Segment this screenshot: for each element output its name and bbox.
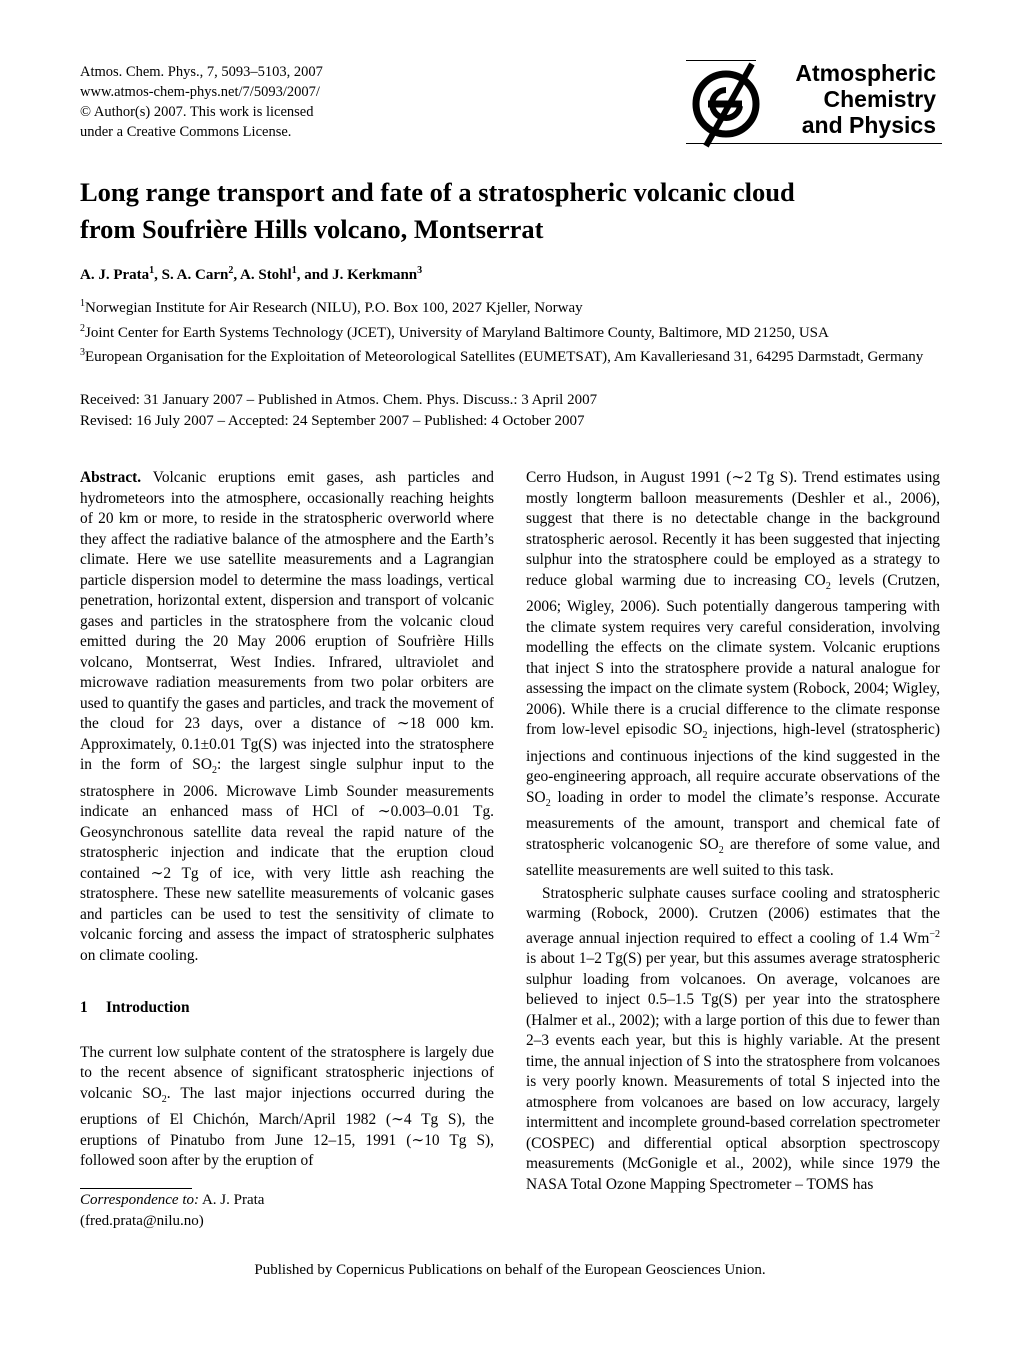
title-line-2: from Soufrière Hills volcano, Montserrat: [80, 214, 544, 244]
subscript: 2: [545, 797, 551, 809]
paragraph: [526, 884, 940, 1196]
journal-header: [80, 62, 323, 142]
author-list: [80, 265, 422, 284]
affiliation-text: European Organisation for the Exploitation of Meteorological Satellites (EUMETSAT), Am Kavalleriesand 31, 64295 Darmstadt, Germany: [85, 349, 924, 365]
footnote-divider: [80, 1188, 192, 1189]
logo-line-1: Atmospheric: [795, 60, 936, 86]
page-footer: Published by Copernicus Publications on behalf of the European Geosciences Union.: [254, 1262, 766, 1278]
affiliation-sup: 2: [80, 322, 85, 334]
paragraph-text: Cerro Hudson, in August 1991 (∼2 Tg S). Trend estimates using mostly longterm balloon measurements (Deshler et al., 2006), suggest that there is no detectable change in the background stratospheric aerosol. Recently it has been suggested that injecting sulphur into the stratosphere could be employed as a strategy to reduce global warming due to increasing CO: [526, 469, 940, 589]
section-heading: [80, 998, 494, 1019]
author-name: , S. A. Carn: [154, 267, 229, 283]
dates-line-1: Received: 31 January 2007 – Published in Atmos. Chem. Phys. Discuss.: 3 April 2007: [80, 392, 598, 408]
paragraph-text: The current low sulphate content of the stratosphere is largely due to the recent absence of significant stratospheric injections of volcanic SO: [80, 1043, 494, 1102]
correspondence-label: Correspondence to:: [80, 1192, 200, 1208]
egu-logo-icon: [686, 56, 766, 152]
section-title: Introduction: [106, 999, 190, 1017]
logo-line-2: Chemistry: [823, 86, 936, 112]
publication-dates: [80, 390, 597, 432]
affiliation-sup: 1: [80, 298, 85, 309]
paragraph-text: are therefore of some value, and satellite measurements are well suited to this task.: [526, 835, 940, 880]
affiliations: [80, 294, 950, 368]
paragraph-text: loading in order to model the climate’s response. Accurate measurements of the amount, transport and chemical fate of stratospheric volcanogenic SO: [526, 788, 940, 853]
affiliation-sup: 3: [80, 347, 85, 358]
subscript: 2: [211, 765, 217, 777]
paragraph-text: injections, high-level (stratospheric) injections and continuous injections of the kind suggested in the geo-engineering approach, all require accurate observations of the SO: [526, 721, 940, 806]
logo-line-3: and Physics: [801, 112, 936, 138]
correspondence-email[interactable]: (fred.prata@nilu.no): [80, 1213, 204, 1229]
affiliation-text: Norwegian Institute for Air Research (NILU), P.O. Box 100, 2027 Kjeller, Norway: [85, 300, 583, 316]
paragraph-text: Stratospheric sulphate causes surface cooling and stratospheric warming (Robock, 2000). Crutzen (2006) estimates that the average annual injection required to effect a cooling of 1.4 Wm: [526, 884, 940, 947]
abstract-text: : the largest single sulphur input to the stratosphere in 2006. Microwave Limb Sounder measurements indicate an enhanced mass of HCl of ∼0.003–0.01 Tg. Geosynchronous satellite data reveal the rapid nature of the stratospheric injection and indicate that the eruption cloud contained ∼2 Tg of ice, with very little ash reaching the stratosphere. These new satellite measurements of volcanic gases and particles can be used to test the sensitivity of climate to volcanic forcing and assess the impact of stratospheric sulphates on climate cooling.: [80, 756, 494, 964]
subscript: 2: [161, 1093, 167, 1105]
abstract-label: Abstract.: [80, 469, 142, 486]
logo-rule-bottom: [686, 143, 942, 144]
left-column: [80, 468, 494, 1172]
copyright-line: © Author(s) 2007. This work is licensed: [80, 104, 314, 120]
citation-line: Atmos. Chem. Phys., 7, 5093–5103, 2007: [80, 64, 323, 80]
affiliation-item: [80, 319, 950, 344]
author-affil-sup: 3: [417, 265, 423, 276]
journal-logo: [686, 56, 942, 152]
superscript: −2: [929, 928, 940, 940]
affiliation-item: [80, 343, 950, 368]
title-line-1: Long range transport and fate of a stratospheric volcanic cloud: [80, 177, 795, 207]
dates-line-2: Revised: 16 July 2007 – Accepted: 24 September 2007 – Published: 4 October 2007: [80, 413, 585, 429]
intro-paragraph: [80, 1043, 494, 1172]
paragraph-text: is about 1–2 Tg(S) per year, but this assumes average stratospheric sulphur loading from volcanoes. On average, volcanoes are believed to inject 0.5–1.5 Tg(S) per year into the stratosphere (Halmer et al., 2002); with a large portion of this due to fewer than 2–3 events each year, but this is highly variable. At the present time, the annual injection of S into the stratosphere from volcanoes is very poorly known. Measurements of total S injected into the atmosphere from volcanoes are based on low accuracy, largely intermittent and incomplete ground-based correlation spectrometer (COSPEC) and differential optical absorption spectroscopy measurements (McGonigle et al., 2002), while since 1979 the NASA Total Ozone Mapping Spectrometer – TOMS has: [526, 950, 940, 1193]
affiliation-text: Joint Center for Earth Systems Technology (JCET), University of Maryland Baltimore County, Baltimore, MD 21250, USA: [85, 324, 829, 341]
subscript: 2: [718, 844, 724, 856]
journal-url[interactable]: www.atmos-chem-phys.net/7/5093/2007/: [80, 84, 320, 100]
author-name: , A. Stohl: [233, 267, 292, 283]
paragraph-text: levels (Crutzen, 2006; Wigley, 2006). Such potentially dangerous tampering with the climate system requires very careful consideration, involving modelling the effects on the climate system. Volcanic eruptions that inject S into the stratosphere provide a natural analogue for assessing the impact on the climate system (Robock, 2004; Wigley, 2006). While there is a crucial difference to the climate response from low-level episodic SO: [526, 571, 941, 739]
correspondence-footnote: [80, 1190, 264, 1232]
license-line: under a Creative Commons License.: [80, 124, 292, 140]
subscript: 2: [825, 580, 831, 592]
subscript: 2: [702, 730, 708, 742]
author-name: A. J. Prata: [80, 267, 150, 283]
affiliation-item: [80, 294, 950, 319]
abstract: [80, 468, 494, 966]
section-number: 1: [80, 999, 88, 1017]
logo-text: [795, 60, 936, 138]
correspondence-name: A. J. Prata: [199, 1192, 265, 1208]
abstract-text: Volcanic eruptions emit gases, ash particles and hydrometeors into the atmosphere, occasionally reaching heights of 20 km or more, to reside in the stratospheric overworld where they affect the radiative balance of the atmosphere and the Earth’s climate. Here we use satellite measurements and a Lagrangian particle dispersion model to determine the mass loadings, vertical penetration, horizontal extent, dispersion and transport of volcanic gases and particles in the stratosphere from the volcanic cloud emitted during the 20 May 2006 eruption of Soufrière Hills volcano, Montserrat, West Indies. Infrared, ultraviolet and microwave radiation measurements from two polar orbiters are used to quantify the gases and particles, and track the movement of the cloud for 23 days, over a distance of ∼18 000 km. Approximately, 0.1±0.01 Tg(S) was injected into the stratosphere in the form of SO: [80, 469, 494, 773]
author-affil-sup: 2: [228, 265, 234, 276]
right-column: [526, 468, 940, 1195]
author-affil-sup: 1: [291, 265, 297, 276]
paragraph: [526, 468, 940, 882]
author-affil-sup: 1: [149, 265, 155, 276]
author-name: , and J. Kerkmann: [296, 267, 418, 283]
paragraph-text: . The last major injections occurred during the eruptions of El Chichón, March/April 1982 (∼4 Tg S), the eruptions of Pinatubo from June 12–15, 1991 (∼10 Tg S), followed soon after by the eruption of: [80, 1084, 495, 1170]
paper-title: [80, 174, 940, 248]
